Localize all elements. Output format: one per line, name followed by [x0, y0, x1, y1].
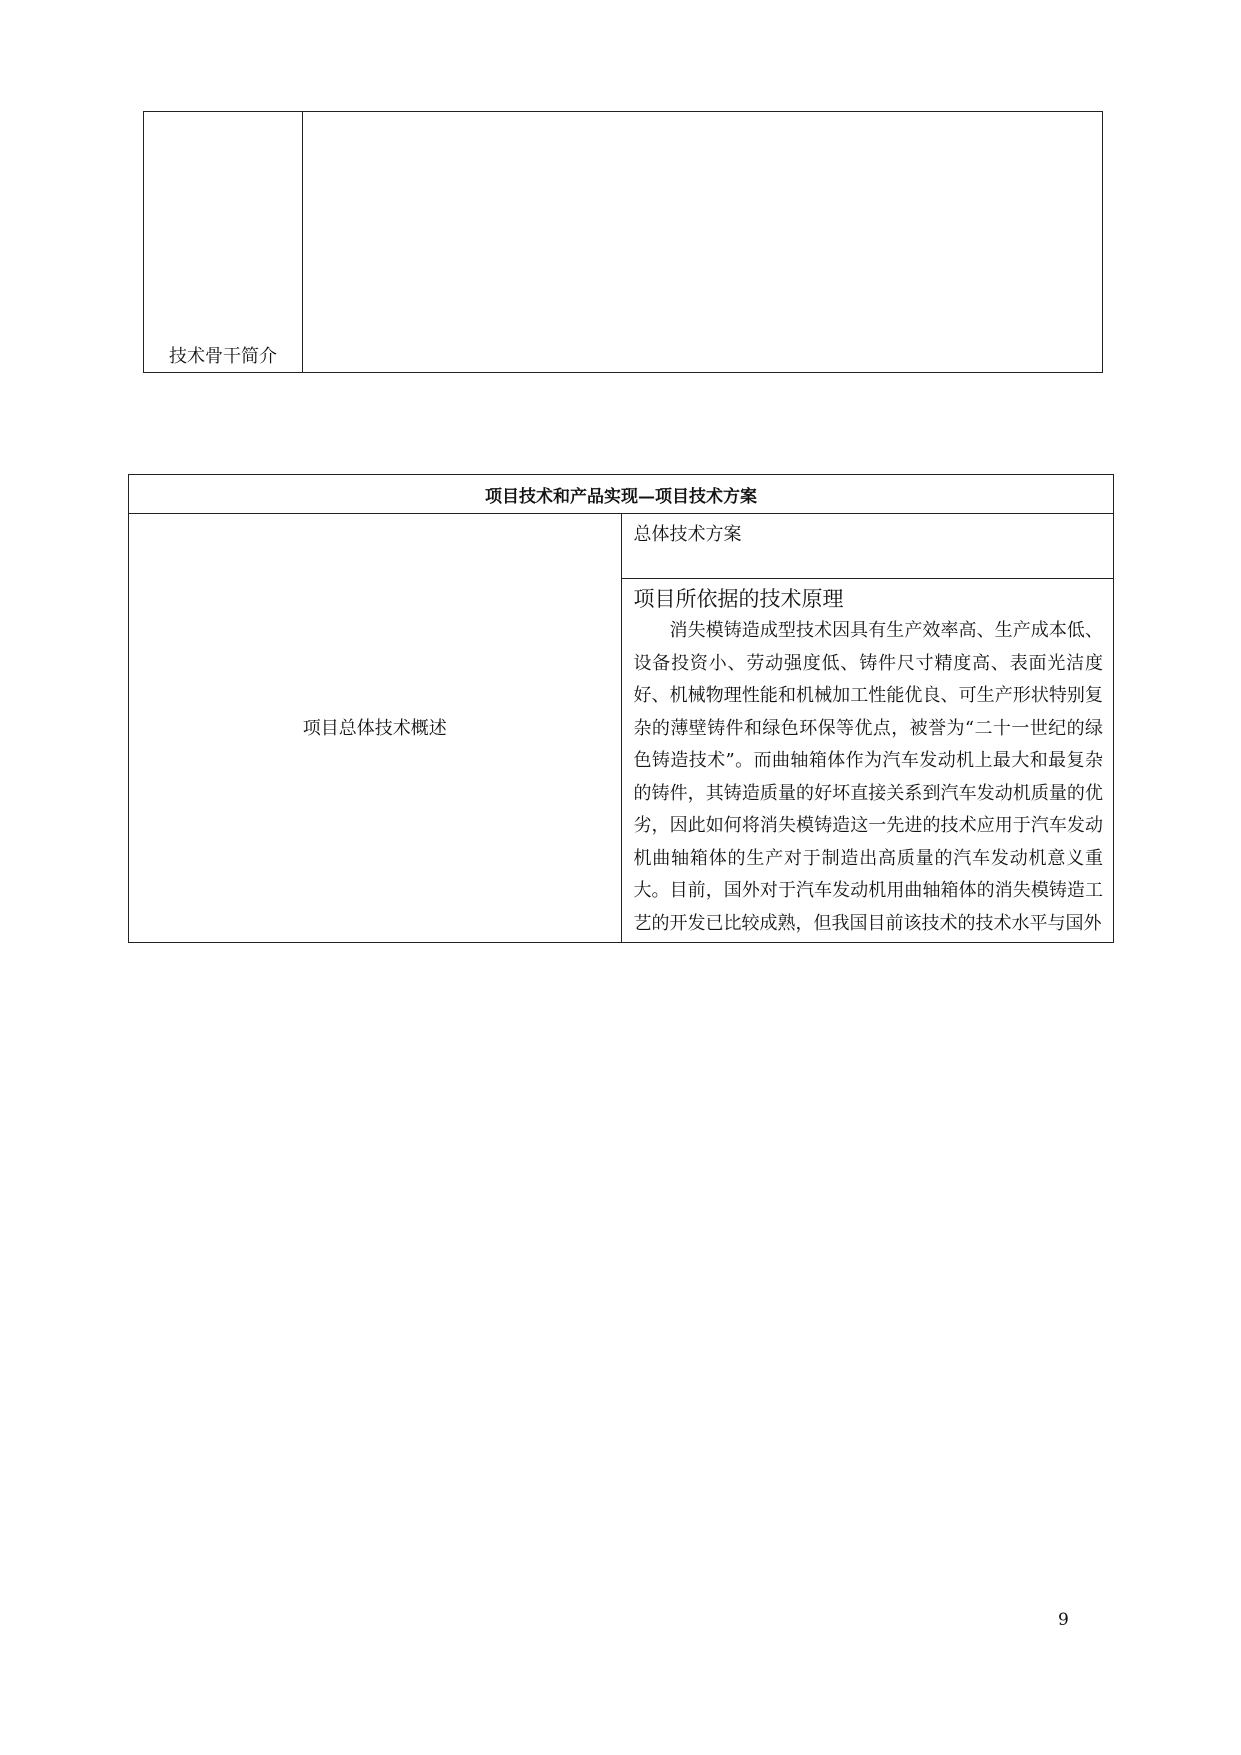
page-number: 9	[1058, 1610, 1069, 1630]
tech-plan-table	[128, 474, 1114, 943]
overall-plan-label: 总体技术方案	[621, 514, 1114, 579]
tech-plan-header: 项目技术和产品实现—项目技术方案	[129, 475, 1114, 514]
principle-title: 项目所依据的技术原理	[633, 587, 844, 611]
principle-body: 消失模铸造成型技术因具有生产效率高、生产成本低、设备投资小、劳动强度低、铸件尺寸精度高、表面光洁度好、机械物理性能和机械加工性能优良、可生产形状特别复杂的薄壁铸件和绿色环保等优点，被誉为“二十一世纪的绿色铸造技术”。而曲轴箱体作为汽车发动机上最大和最复杂的铸件，其铸造质量的好坏直接关系到汽车发动机质量的优劣，因此如何将消失模铸造这一先进的技术应用于汽车发动机曲轴箱体的生产对于制造出高质量的汽车发动机意义重大。目前，国外对于汽车发动机用曲轴箱体的消失模铸造工艺的开发已比较成熟，但我国目前该技术的技术水平与国外	[633, 620, 1103, 934]
principle-cell	[621, 579, 1114, 943]
team-intro-table	[143, 111, 1103, 373]
overview-label: 项目总体技术概述	[129, 514, 622, 943]
team-intro-label: 技术骨干简介	[144, 112, 303, 373]
team-intro-content-cell	[303, 112, 1103, 373]
